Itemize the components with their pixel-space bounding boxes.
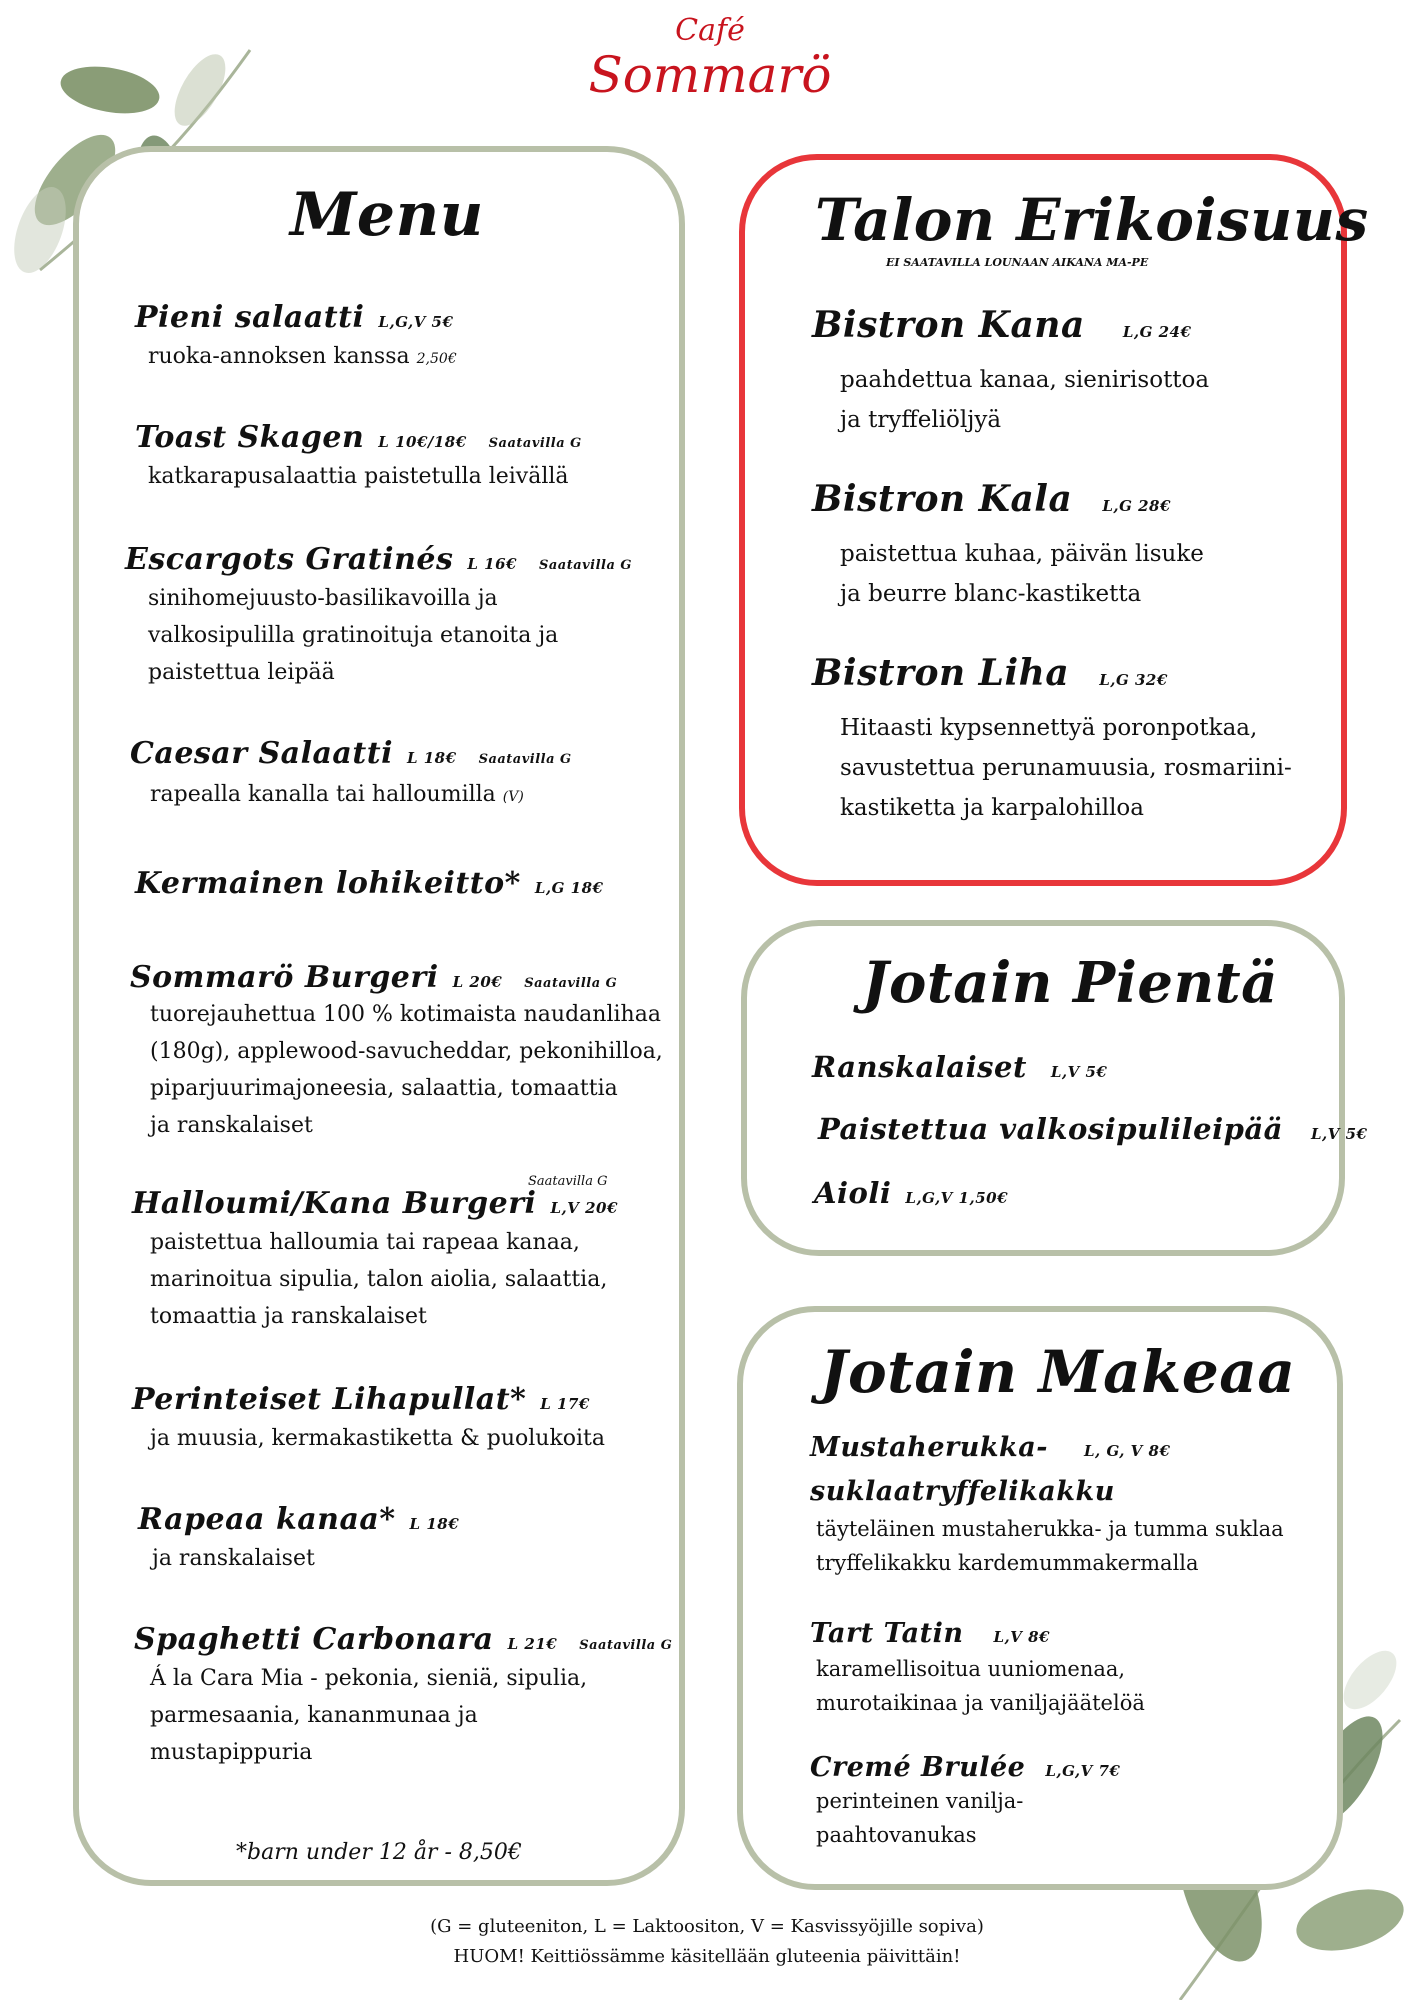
special-subtitle: EI SAATAVILLA LOUNAAN AIKANA MA-PE	[886, 256, 1149, 269]
special-item-desc: paistettua kuhaa, päivän lisuke ja beurre blanc-kastiketta	[840, 541, 1204, 607]
special-item-kala: Bistron Kala L,G 28€	[812, 478, 1171, 520]
special-item-desc: Hitaasti kypsennettyä poronpotkaa, savustettua perunamuusia, rosmariini- kastiketta ja karpalohilloa	[840, 715, 1292, 821]
menu-item-desc: ruoka-annoksen kanssa 2,50€	[148, 344, 457, 369]
small-item-ranskalaiset: Ranskalaiset L,V 5€	[812, 1050, 1108, 1084]
menu-item-escargots: Escargots Gratinés L 16€ Saatavilla G	[125, 542, 633, 577]
menu-item-desc: katkarapusalaattia paistetulla leivällä	[148, 464, 569, 489]
brand-top: Café	[675, 13, 745, 48]
menu-item-desc: ja muusia, kermakastiketta & puolukoita	[150, 1426, 606, 1451]
special-title: Talon Erikoisuus	[815, 186, 1369, 254]
sweet-item-tart-tatin: Tart Tatin L,V 8€	[810, 1618, 1050, 1649]
small-title: Jotain Pientä	[862, 950, 1278, 1016]
sweet-item-desc: karamellisoitua uuniomenaa, murotaikinaa ja vaniljajäätelöä	[816, 1657, 1145, 1715]
footer-legend: (G = gluteeniton, L = Laktoositon, V = Kasvissyöjille sopiva)	[430, 1916, 984, 1937]
menu-item-desc: Á la Cara Mia - pekonia, sieniä, sipulia, parmesaania, kananmunaa ja mustapippuria	[150, 1666, 588, 1765]
menu-item-halloumi-burgeri: Halloumi/Kana Burgeri L,V 20€	[132, 1186, 618, 1221]
menu-item-desc: sinihomejuusto-basilikavoilla ja valkosipulilla gratinoituja etanoita ja paistettua leipää	[148, 586, 559, 685]
sweet-item-mustaherukka: Mustaherukka- L, G, V 8€	[810, 1432, 1171, 1463]
special-item-kana: Bistron Kana L,G 24€	[812, 304, 1192, 346]
menu-item-pieni-salaatti: Pieni salaatti L,G,V 5€	[135, 300, 454, 335]
sweet-item-desc: täyteläinen mustaherukka- ja tumma suklaa tryffelikakku kardemummakermalla	[816, 1517, 1284, 1575]
menu-item-desc: ja ranskalaiset	[152, 1546, 315, 1571]
menu-title: Menu	[290, 180, 484, 250]
menu-item-desc: tuorejauhettua 100 % kotimaista naudanlihaa (180g), applewood-savucheddar, pekonihilloa, piparjuurimajoneesia, salaattia, tomaattia ja ranskalaiset	[150, 1002, 663, 1138]
menu-item-caesar: Caesar Salaatti L 18€ Saatavilla G	[130, 736, 572, 771]
menu-item-lihapullat: Perinteiset Lihapullat* L 17€	[132, 1382, 590, 1417]
sweet-title: Jotain Makeaa	[820, 1338, 1296, 1406]
small-item-valkosipulileipa: Paistettua valkosipulileipää L,V 5€	[818, 1112, 1368, 1146]
kids-note: *barn under 12 år - 8,50€	[236, 1840, 522, 1865]
menu-item-desc: paistettua halloumia tai rapeaa kanaa, marinoitua sipulia, talon aiolia, salaattia, tomaattia ja ranskalaiset	[150, 1230, 608, 1329]
special-item-desc: paahdettua kanaa, sienirisottoa ja tryffeliöljyä	[840, 367, 1210, 433]
menu-item-rapeaa-kanaa: Rapeaa kanaa* L 18€	[138, 1502, 460, 1537]
brand-logo	[560, 14, 860, 114]
sweet-item-mustaherukka-line2: suklaatryffelikakku	[810, 1476, 1115, 1507]
brand-name: Sommarö	[588, 46, 832, 104]
sweet-item-creme-brulee: Cremé Brulée L,G,V 7€	[810, 1752, 1121, 1783]
menu-item-avail: Saatavilla G	[528, 1174, 608, 1189]
menu-item-lohikeitto: Kermainen lohikeitto* L,G 18€	[135, 866, 604, 901]
sweet-item-desc: perinteinen vanilja- paahtovanukas	[816, 1789, 1024, 1847]
special-item-liha: Bistron Liha L,G 32€	[812, 652, 1168, 694]
menu-item-desc: rapealla kanalla tai halloumilla (V)	[150, 782, 524, 807]
small-item-aioli: Aioli L,G,V 1,50€	[814, 1176, 1009, 1210]
footer-notes	[0, 1912, 1414, 1972]
menu-item-toast-skagen: Toast Skagen L 10€/18€ Saatavilla G	[135, 420, 582, 455]
menu-item-sommaro-burgeri: Sommarö Burgeri L 20€ Saatavilla G	[130, 960, 618, 995]
menu-item-carbonara: Spaghetti Carbonara L 21€ Saatavilla G	[134, 1622, 673, 1657]
footer-warning: HUOM! Keittiössämme käsitellään gluteenia päivittäin!	[453, 1946, 961, 1967]
